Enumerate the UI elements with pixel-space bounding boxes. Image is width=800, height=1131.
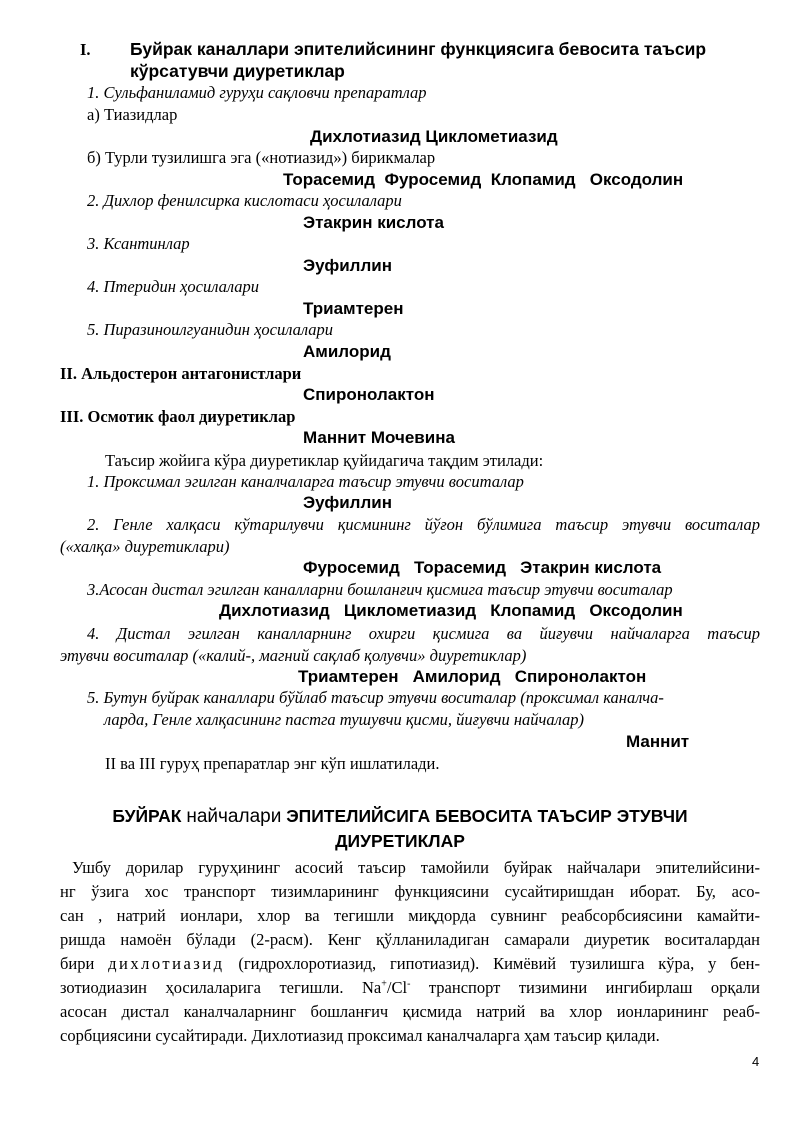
- drug-names: Эуфиллин: [303, 256, 392, 275]
- list-item-cont: ларда, Генле халқасининг пастга тушувчи қисми, йиғувчи найчалар): [104, 710, 585, 729]
- paragraph-line: сорбциясини сусайтиради. Дихлотиазид проксимал каналчаларга ҳам таъсир қилади.: [60, 1026, 660, 1045]
- list-item: а) Тиазидлар: [87, 105, 178, 124]
- intro-text: Таъсир жойига кўра диуретиклар қуйидагича тақдим этилади:: [105, 451, 544, 470]
- section-numeral: I.: [80, 40, 91, 59]
- drug-names: Маннит Мочевина: [303, 428, 455, 447]
- drug-emphasis: дихлотиазид: [108, 954, 225, 973]
- heading-line2: ДИУРЕТИКЛАР: [335, 831, 465, 851]
- drug-names: Спиронолактон: [303, 385, 435, 404]
- paragraph-line: [60, 954, 760, 974]
- drug-names: Дихлотиазид Циклометиазид Клопамид Оксодолин: [219, 601, 683, 620]
- list-item: 2. Генле халқаси кўтарилувчи қисмининг йўғон бўлимига таъсир этувчи воситалар: [87, 515, 760, 534]
- list-item: 4. Дистал эгилган каналларнинг охирги қисмига ва йиғувчи найчаларга таъсир: [87, 624, 760, 643]
- paragraph-line: [60, 978, 760, 998]
- drug-names: Триамтерен: [303, 299, 404, 318]
- paragraph-fragment: транспорт тизимини ингибирлаш орқали: [410, 978, 760, 997]
- page-number: 4: [752, 1054, 760, 1069]
- drug-names: Торасемид Фуросемид Клопамид Оксодолин: [283, 170, 684, 189]
- list-item: 3. Ксантинлар: [87, 234, 190, 253]
- paragraph-fragment: /Cl: [386, 978, 408, 997]
- superscript: +: [381, 978, 387, 990]
- section-title-line1: Буйрак каналлари эпителийсининг функциясига бевосита таъсир: [130, 39, 707, 59]
- superscript: -: [407, 978, 411, 990]
- list-item: 4. Птеридин ҳосилалари: [87, 277, 260, 296]
- list-item: 5. Бутун буйрак каналлари бўйлаб таъсир этувчи воситалар (проксимал каналча-: [87, 688, 664, 707]
- summary-text: II ва III гуруҳ препаратлар энг кўп ишлатилади.: [105, 754, 440, 773]
- list-item: б) Турли тузилишга эга («нотиазид») бирикмалар: [87, 148, 436, 167]
- paragraph-line: нг ўзига хос транспорт тизимларининг функциясини сусайтиришдан иборат. Бу, асо-: [60, 882, 760, 901]
- list-item-cont: («халқа» диуретиклари): [60, 537, 230, 556]
- heading-part: БУЙРАК: [112, 806, 187, 826]
- chapter-heading: [60, 804, 740, 853]
- paragraph-line: Ушбу дорилар гуруҳининг асосий таъсир тамойили буйрак найчалари эпителийсини-: [72, 858, 760, 877]
- paragraph-fragment: (гидрохлоротиазид, гипотиазид). Кимёвий тузилишга кўра, у бен-: [224, 954, 760, 973]
- section-heading: II. Альдостерон антагонистлари: [60, 364, 302, 383]
- paragraph-fragment: бири: [60, 954, 109, 973]
- paragraph-fragment: зотиодиазин ҳосилаларига тегишли. Na: [60, 978, 382, 997]
- paragraph-line: сан , натрий ионлари, хлор ва тегишли миқдорда сувнинг реабсорбсиясини камайти-: [60, 906, 760, 925]
- drug-names: Эуфиллин: [303, 493, 392, 512]
- list-item: 3.Асосан дистал эгилган каналларни бошланғич қисмига таъсир этувчи воситалар: [87, 580, 673, 599]
- drug-names: Этакрин кислота: [303, 213, 444, 232]
- drug-names: Маннит: [626, 732, 690, 751]
- paragraph-line: ришда намоён бўлади (2-расм). Кенг қўлланиладиган самарали диуретик воситалардан: [60, 930, 760, 949]
- heading-part: найчалари: [186, 806, 282, 827]
- paragraph-line: асосан дистал каналчаларнинг бошланғич қисмида натрий ва хлор ионларининг реаб-: [60, 1002, 760, 1021]
- drug-names: Амилорид: [303, 342, 391, 361]
- drug-names: Дихлотиазид Циклометиазид: [310, 127, 558, 146]
- list-item-cont: этувчи воситалар («калий-, магний сақлаб қолувчи» диуретиклар): [60, 646, 527, 665]
- section-title-line2: кўрсатувчи диуретиклар: [130, 61, 345, 81]
- drug-names: Фуросемид Торасемид Этакрин кислота: [303, 558, 662, 577]
- drug-names: Триамтерен Амилорид Спиронолактон: [298, 667, 647, 686]
- section-heading: III. Осмотик фаол диуретиклар: [60, 407, 296, 426]
- list-item: 5. Пиразиноилгуанидин ҳосилалари: [87, 320, 334, 339]
- list-item: 1. Сульфаниламид гуруҳи сақловчи препаратлар: [87, 83, 427, 102]
- list-item: 2. Дихлор фенилсирка кислотаси ҳосилалари: [87, 191, 402, 210]
- list-item: 1. Проксимал эгилган каналчаларга таъсир этувчи воситалар: [87, 472, 524, 491]
- heading-part: ЭПИТЕЛИЙСИГА БЕВОСИТА ТАЪСИР ЭТУВЧИ: [281, 806, 688, 826]
